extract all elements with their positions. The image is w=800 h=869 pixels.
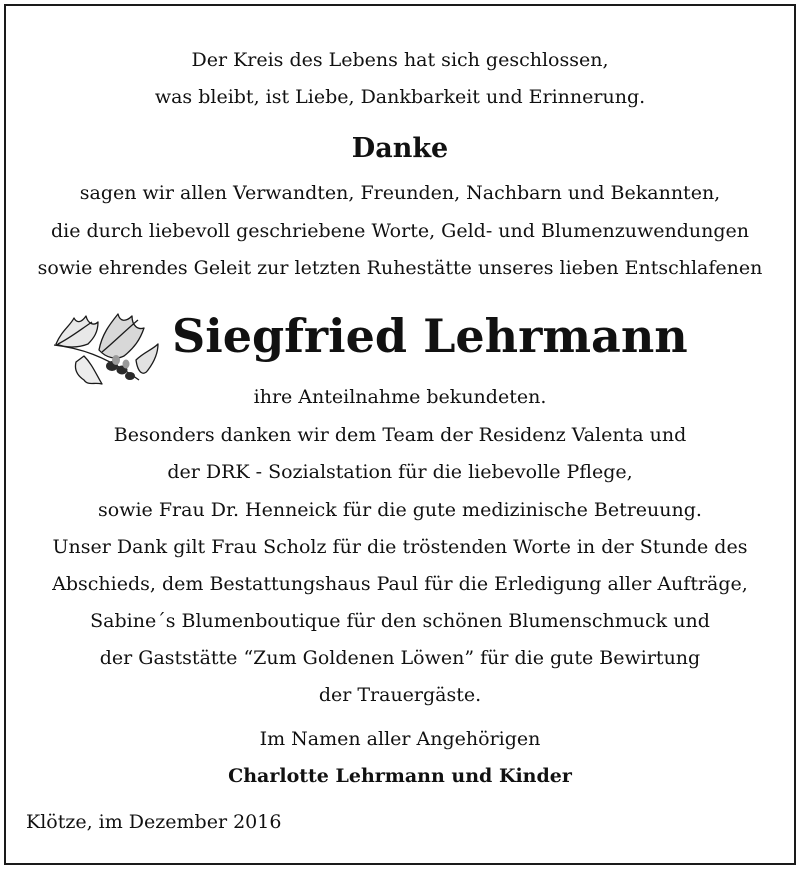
- intro-line-2: was bleibt, ist Liebe, Dankbarkeit und Erinnerung.: [154, 86, 646, 108]
- deceased-name: Siegfried Lehrmann: [172, 309, 688, 363]
- signer-line: Charlotte Lehrmann und Kinder: [228, 765, 572, 787]
- place-date: Klötze, im Dezember 2016: [26, 811, 282, 833]
- thanks-line-2: die durch liebevoll geschriebene Worte, Geld- und Blumenzuwendungen: [50, 220, 750, 242]
- oak-leaves-icon: [44, 300, 162, 390]
- closing-line: Im Namen aller Angehörigen: [259, 728, 541, 750]
- name-row: [0, 300, 800, 390]
- special-thanks-line-2: der DRK - Sozialstation für die liebevolle Pflege,: [167, 461, 633, 483]
- special-thanks-line-4: Unser Dank gilt Frau Scholz für die tröstenden Worte in der Stunde des: [52, 536, 748, 558]
- danke-heading: Danke: [351, 133, 449, 164]
- special-thanks-line-1: Besonders danken wir dem Team der Residenz Valenta und: [113, 424, 687, 446]
- thanks-line-1: sagen wir allen Verwandten, Freunden, Nachbarn und Bekannten,: [79, 182, 721, 204]
- intro-line-1: Der Kreis des Lebens hat sich geschlossen,: [191, 49, 609, 71]
- after-name-line: ihre Anteilnahme bekundeten.: [253, 386, 547, 408]
- special-thanks-line-3: sowie Frau Dr. Henneick für die gute medizinische Betreuung.: [98, 499, 702, 521]
- special-thanks-line-5: Abschieds, dem Bestattungshaus Paul für die Erledigung aller Aufträge,: [52, 573, 748, 595]
- special-thanks-line-8: der Trauergäste.: [318, 684, 482, 706]
- special-thanks-line-7: der Gaststätte “Zum Goldenen Löwen” für die gute Bewirtung: [99, 647, 701, 669]
- special-thanks-line-6: Sabine´s Blumenboutique für den schönen Blumenschmuck und: [90, 610, 710, 632]
- thanks-line-3: sowie ehrendes Geleit zur letzten Ruhestätte unseres lieben Entschlafenen: [37, 257, 763, 279]
